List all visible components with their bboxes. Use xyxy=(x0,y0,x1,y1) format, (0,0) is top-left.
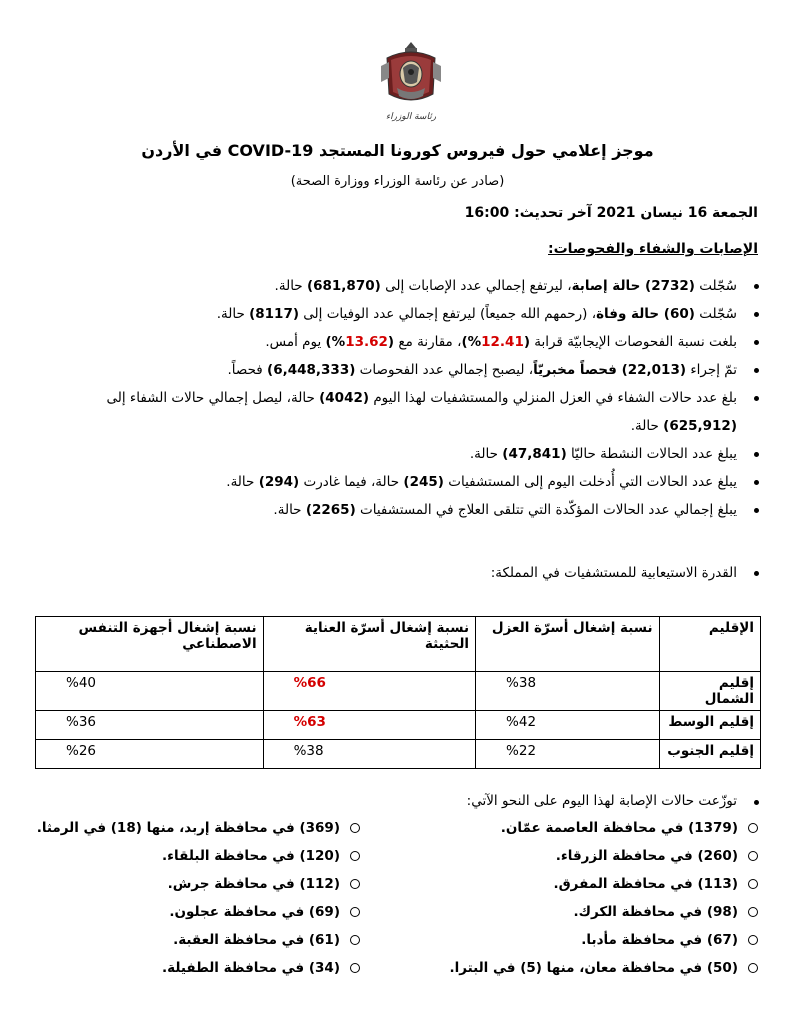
list-item: (61) في محافظة العقبة. xyxy=(173,928,362,952)
table-header-row xyxy=(36,617,761,672)
list-item-deaths: سُجّلت (60) حالة وفاة، (رحمهم الله جميعاً) ليرتفع إجمالي عدد الوفيات إلى (8117) حالة. xyxy=(35,300,765,328)
list-item-active-cases: يبلغ عدد الحالات النشطة حاليّا (47,841) حالة. xyxy=(35,440,765,468)
list-item-hospital-admissions: يبلغ عدد الحالات التي أُدخلت اليوم إلى المستشفيات (245) حالة، فيما غادرت (294) حالة. xyxy=(35,468,765,496)
table-row xyxy=(36,672,761,711)
table-row xyxy=(36,711,761,740)
list-item: (260) في محافظة الزرقاء. xyxy=(556,844,760,868)
page-title: موجز إعلامي حول فيروس كورونا المستجد COVID-19 في الأردن xyxy=(141,141,654,160)
distribution-intro: توزّعت حالات الإصابة لهذا اليوم على النحو الآتي: xyxy=(7,789,765,813)
icu-cell: %38 xyxy=(263,740,475,769)
header-region: الإقليم xyxy=(659,617,760,672)
region-cell: إقليم الجنوب xyxy=(659,740,760,769)
crest-caption: رئاسة الوزراء xyxy=(385,112,437,122)
list-item-new-cases: سُجّلت (2732) حالة إصابة، ليرتفع إجمالي عدد الإصابات إلى (681,870) حالة. xyxy=(35,272,765,300)
list-item-recoveries: بلغ عدد حالات الشفاء في العزل المنزلي والمستشفيات لهذا اليوم (4042) حالة، ليصل إجمالي حالات الشفاء إلى (625,912) حالة. xyxy=(35,384,765,440)
isolation-cell: %42 xyxy=(476,711,659,740)
list-item: (120) في محافظة البلقاء. xyxy=(162,844,362,868)
isolation-cell: %38 xyxy=(476,672,659,711)
list-item: (98) في محافظة الكرك. xyxy=(573,900,760,924)
stats-list xyxy=(35,272,765,524)
list-item-tests: تمّ إجراء (22,013) فحصاً مخبريّاً، ليصبح إجمالي عدد الفحوصات (6,448,333) فحصاً. xyxy=(35,356,765,384)
region-cell: إقليم الشمال xyxy=(659,672,760,711)
region-cell: إقليم الوسط xyxy=(659,711,760,740)
ventilator-cell: %36 xyxy=(36,711,264,740)
table-row xyxy=(36,740,761,769)
icu-cell: %66 xyxy=(263,672,475,711)
ventilator-cell: %40 xyxy=(36,672,264,711)
list-item-hospitalized-total: يبلغ إجمالي عدد الحالات المؤكّدة التي تتلقى العلاج في المستشفيات (2265) حالة. xyxy=(35,496,765,524)
list-item: (50) في محافظة معان، منها (5) في البترا. xyxy=(449,956,760,980)
header-isolation: نسبة إشغال أسرّة العزل xyxy=(476,617,659,672)
list-item: (69) في محافظة عجلون. xyxy=(169,900,362,924)
hospital-capacity-table xyxy=(35,616,761,769)
section-heading: الإصابات والشفاء والفحوصات: xyxy=(548,241,758,257)
isolation-cell: %22 xyxy=(476,740,659,769)
icu-cell: %63 xyxy=(263,711,475,740)
page-subtitle: (صادر عن رئاسة الوزراء ووزارة الصحة) xyxy=(290,174,505,189)
capacity-intro: القدرة الاستيعابية للمستشفيات في المملكة: xyxy=(7,560,765,586)
list-item: (369) في محافظة إربد، منها (18) في الرمثا. xyxy=(37,816,362,840)
list-item: (112) في محافظة جرش. xyxy=(168,872,362,896)
list-item: (113) في محافظة المفرق. xyxy=(553,872,760,896)
governorate-distribution xyxy=(30,816,760,984)
list-item: (34) في محافظة الطفيلة. xyxy=(162,956,362,980)
coat-of-arms-icon xyxy=(375,38,447,110)
date-line: الجمعة 16 نيسان 2021 آخر تحديث: 16:00 xyxy=(464,205,758,221)
header-icu: نسبة إشغال أسرّة العناية الحثيثة xyxy=(263,617,475,672)
list-item-positivity-rate: بلغت نسبة الفحوصات الإيجابيّة قرابة (12.41%)، مقارنة مع (13.62%) يوم أمس. xyxy=(35,328,765,356)
list-item: (67) في محافظة مأدبا. xyxy=(581,928,760,952)
header-ventilators: نسبة إشغال أجهزة التنفس الاصطناعي xyxy=(36,617,264,672)
ventilator-cell: %26 xyxy=(36,740,264,769)
jordan-coat-of-arms xyxy=(375,38,447,134)
list-item: (1379) في محافظة العاصمة عمّان. xyxy=(501,816,760,840)
